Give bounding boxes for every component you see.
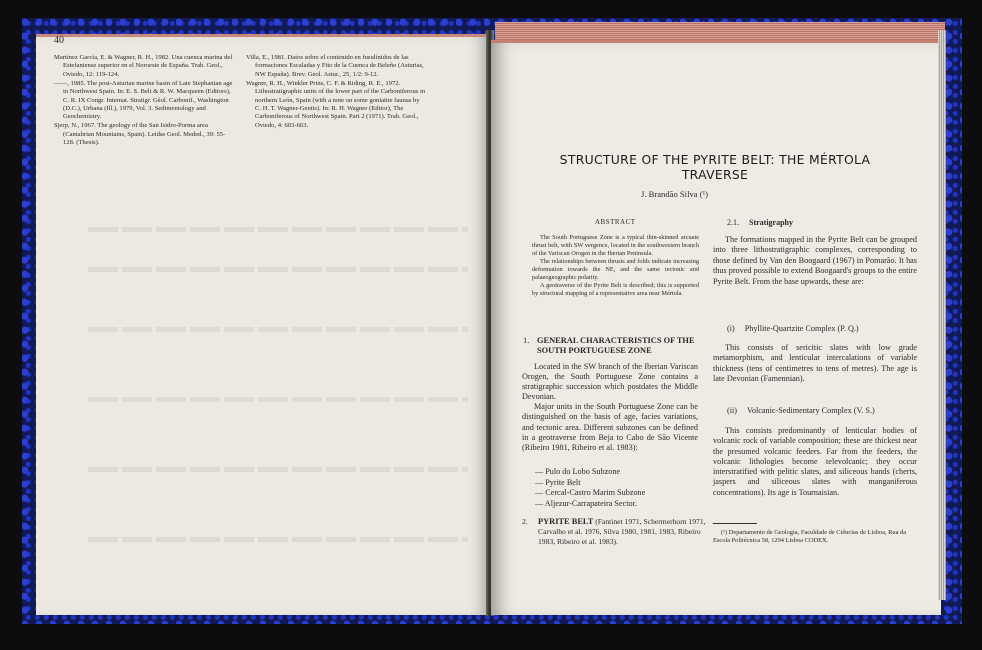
page-stack-top [495,22,945,40]
reference-entry: Wagner, R. H., Winkler Prins, C. F. & Riding, R. E., 1972. Lithostratigraphic units of the lower part of the Carboniferous in northern León, Spain (with a note on some goniatite faunas by C. H. T. Wagner-Gentis). In: R. H. Wagner (Editor), The Carboniferous of Northwest Spain. Part 2 (1971). Trab. Geol., Oviedo, 4: 603-663. [246,79,426,129]
body-paragraph: This consists of sericitic slates with low grade metamorphism, and lenticular intercalations of variable thickness (tens of centimetres to tens of metres). The age is late Devonian (Famennian). [713,343,917,383]
footnote-rule [713,523,757,524]
show-through [88,537,468,542]
author: J. Brandão Silva (¹) [641,189,709,199]
show-through [88,327,468,332]
reference-entry: Sjerp, N., 1967. The geology of the San Isidro-Porma area (Cantabrian Mountains, Spain). Leidse Geol. Meded., 39: 55-128. (Thesis). [54,122,226,147]
references-column-2 [246,54,426,131]
right-page [491,40,941,615]
body-paragraph: Major units in the South Portuguese Zone can be distinguished on the basis of age, facies variations, and tectonic area. Different subzones can be defined in a geotraverse from Beja to Cabo de São Vicente (Ribeiro 1981, Ribeiro et al. 1983): [522,402,698,452]
show-through [88,227,468,232]
subsection-title: Stratigraphy [749,218,793,227]
section-references: (Fantinet 1971, Schermerhorn 1971, Carvalho et al. 1976, Silva 1980, 1981, 1983, Ribeiro 1983, Ribeiro et al. 1983). [538,517,706,546]
body-paragraph: This consists predominantly of lenticular bodies of volcanic rock of variable composition; these are thickest near the presumed volcanic feeders. Far from the feeders, the volcanic lithologies become televolcanic; they occur interstratified with pelitic slates, and siliceous bands (cherts, jaspers and siliceous slates with manganiferous concentrations). Its age is Tournaisian. [713,426,917,497]
list-item: — Cercal-Castro Marim Subzone [535,488,645,499]
section-2-heading [522,517,706,547]
reference-entry: ——, 1985. The post-Asturian marine basin of Late Stephanian age in Northwest Spain. In: E. S. Belt & R. W. Macqueen (Editors), C. R. IX Congr. Internat. Stratigr. Géol. Carbonif., Washington (D.C.), Urbana (Ill.), 1979, Vol. 3. Sedimentology and Geochemistry. [54,79,233,121]
subsection-body [713,235,917,287]
list-item: — Pyrite Belt [535,478,645,489]
page-number: 40 [54,35,64,46]
body-paragraph: Located in the SW branch of the Iberian Variscan Orogen, the South Portuguese Zone contains a stratigraphic succession which postdates the Middle Devonian. [522,362,698,402]
article-title: STRUCTURE OF THE PYRITE BELT: THE MÉRTOLA TRAVERSE [559,152,871,182]
complex-item-ii [727,406,875,415]
body-paragraph: The formations mapped in the Pyrite Belt can be grouped into three lithostratigraphic complexes, corresponding to those defined by Van den Boogaard (1967) in Pomarão. It has thus proved possible to extend Boogaard's groups to the entire Pyrite Belt. From the base upwards, these are: [713,235,917,286]
item-text: Phyllite-Quartzite Complex (P. Q.) [744,324,859,333]
section-number: 1. [523,336,530,345]
abstract-paragraph: The South Portuguese Zone is a typical thin-skinned arcuate thrust belt, with SW vergence, located in the southwestern branch of the Variscan Orogen in the Iberian Peninsula. [532,234,699,257]
complex-item-i [727,324,859,333]
show-through [88,267,468,272]
abstract-heading: ABSTRACT [595,218,636,226]
show-through [88,467,468,472]
section-title: GENERAL CHARACTERISTICS OF THE SOUTH PORTUGUESE ZONE [537,336,695,355]
item-text: Volcanic-Sedimentary Complex (V. S.) [747,406,875,415]
abstract-paragraph: A geotraverse of the Pyrite Belt is described; this is supported by structural mapping of a representative area near Mértola. [532,282,699,297]
complex-i-body [713,343,917,384]
section-number: 2. [522,517,528,526]
reference-entry: Martínez García, E. & Wagner, R. H., 1982. Una cuenca marina del Estefaniense superior en el Noroeste de España. Trab. Geol., Oviedo, 12: 119-124. [54,54,233,78]
item-label: (i) [727,324,735,333]
item-label: (ii) [727,406,738,415]
section-title: PYRITE BELT [538,517,594,526]
reference-entry: Villa, E., 1981. Datos sobre el contenido en fusulínidos de las formaciones Escaladas y Fito de la Cuenca de Beleño (Asturias, NW España). Brev. Geol. Astur., 25, 1/2: 9-12. [246,54,424,78]
subsection-number: 2.1. [727,218,739,227]
section-1-heading [523,336,703,356]
references-column-1 [54,54,234,148]
list-item: — Aljezur-Carrapateira Sector. [535,499,645,510]
list-item: — Pulo do Lobo Subzone [535,467,645,478]
footnote-text: (¹) Departamento de Geologia, Faculdade de Ciências de Lisboa, Rua da Escola Politécnica 58, 1294 Lisboa CODEX. [713,529,907,545]
subsection-heading [727,218,793,227]
abstract-paragraph: The relationships between thrusts and folds indicate increasing deformation towards the NE, and the same tectonic and palaeogeographic polarity. [532,258,699,281]
complex-ii-body [713,426,917,498]
subzone-list [535,467,645,509]
abstract [532,234,699,298]
show-through [88,397,468,402]
page-stack-edge [938,30,946,600]
section-1-body [522,362,698,453]
footnote [713,529,913,546]
